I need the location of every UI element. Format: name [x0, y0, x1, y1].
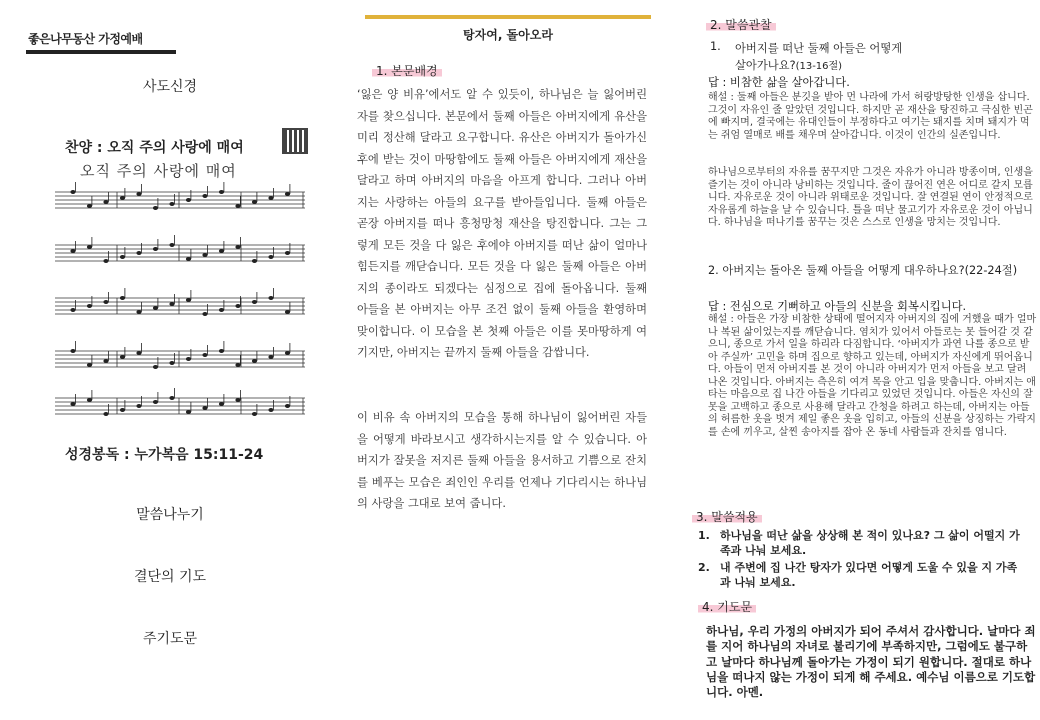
- apostles-creed: 사도신경: [142, 79, 198, 95]
- music-note: [103, 300, 108, 304]
- music-note: [268, 355, 273, 359]
- lords-prayer-heading: 주기도문: [142, 631, 198, 647]
- sheet-music: [55, 160, 305, 435]
- scripture-reading: 성경봉독 : 누가복음 15:11-24: [65, 447, 264, 463]
- music-note: [70, 402, 75, 406]
- music-note: [153, 365, 158, 369]
- music-note: [70, 349, 75, 353]
- question-2: 2. 아버지는 돌아온 둘째 아들을 어떻게 대우하나요?(22-24절): [708, 264, 1018, 277]
- music-note: [136, 404, 141, 408]
- music-note: [252, 359, 257, 363]
- music-note: [153, 306, 158, 310]
- question-1-line2: 살아가나요?(13-16절): [735, 59, 843, 72]
- music-note: [235, 245, 240, 249]
- music-note: [186, 410, 191, 414]
- answer-2: 답 : 전심으로 기뻐하고 아들의 신분을 회복시킵니다.: [708, 300, 967, 313]
- music-note: [235, 363, 240, 367]
- music-note: [87, 245, 92, 249]
- music-note: [202, 253, 207, 257]
- music-note: [120, 196, 125, 200]
- music-note: [103, 200, 108, 204]
- explanation-1: 해설 : 둘째 아들은 분깃을 받아 먼 나라에 가서 허랑방탕한 인생을 삽니다. 그것이 자유인 줄 알았던 것입니다. 하지만 곧 재산을 탕진하고 극심한 빈곤에 빠지며, 결국에는 유대인들이 부정하다고 여기는 돼지를 치며 돼지가 먹는 쥐엄 열매로 배를 채우며 살아갑니다. 이것이 인간의 실존입니다.: [708, 92, 1033, 141]
- music-note: [136, 351, 141, 355]
- music-note: [169, 243, 174, 247]
- music-note: [219, 349, 224, 353]
- music-note: [87, 204, 92, 208]
- music-note: [70, 249, 75, 253]
- music-note: [103, 359, 108, 363]
- music-note: [219, 190, 224, 194]
- section-prayer-heading: 4. 기도문: [698, 600, 756, 614]
- music-note: [252, 259, 257, 263]
- music-note: [202, 353, 207, 357]
- music-note: [153, 400, 158, 404]
- music-staff: [55, 341, 305, 369]
- explanation-2: 해설 : 아들은 가장 비참한 상태에 떨어지자 아버지의 집에 거했을 때가 얼마나 복된 삶이었는지를 깨닫습니다. 염치가 있어서 아들로는 못 들어갈 것 같으니, 종으로 가서 일을 하리라 다짐합니다. ‘아버지가 과연 나를 종으로 받아 주실까’ 고민을 하며 집으로 향하고 있는데, 아버지가 자신에게 뛰어옵니다. 아들이 먼저 아버지를 본 것이 아니라 아버지가 먼저 아들을 보고 달려 나온 것입니다. 아버지는 측은히 여겨 목을 안고 입을 맞춥니다. 아버지는 애타는 마음으로 집 나간 아들을 기다리고 있었던 것입니다. 아들은 자신의 잘못을 고백하고 종으로 사용해 달라고 간청을 하려고 하는데, 아버지는 아들의 허름한 옷을 벗겨 제일 좋은 옷을 입히고, 아들의 신분을 상징하는 가락지를 손에 끼우고, 살찐 송아지를 잡아 온 동네 사람들과 잔치를 엽니다.: [708, 314, 1037, 438]
- music-note: [169, 202, 174, 206]
- music-note: [169, 361, 174, 365]
- music-note: [70, 308, 75, 312]
- music-note: [268, 255, 273, 259]
- music-staff: [55, 235, 305, 263]
- sharing-heading: 말씀나누기: [136, 507, 204, 523]
- music-note: [136, 251, 141, 255]
- title-rule: [26, 50, 176, 54]
- music-note: [169, 302, 174, 306]
- question-1-line1: 아버지를 떠난 둘째 아들은 어떻게: [735, 42, 903, 55]
- music-note: [153, 206, 158, 210]
- music-note: [87, 363, 92, 367]
- music-note: [202, 312, 207, 316]
- music-staff: [55, 388, 305, 416]
- music-note: [120, 408, 125, 412]
- application-1: 하나님을 떠난 삶을 상상해 본 적이 있나요? 그 삶이 어떨지 가족과 나눠 보세요.: [720, 529, 1020, 557]
- qr-code-icon: [282, 128, 308, 154]
- sheet-music-title: 오직 주의 사랑에 매여: [80, 162, 237, 180]
- hymn-title: 찬양 : 오직 주의 사랑에 매여: [65, 140, 244, 156]
- music-note: [120, 296, 125, 300]
- music-note: [202, 406, 207, 410]
- music-note: [169, 396, 174, 400]
- closing-prayer: 하나님, 우리 가정의 아버지가 되어 주셔서 감사합니다. 날마다 죄를 지어 하나님의 자녀로 불리기에 부족하지만, 그럼에도 불구하고 날마다 하나님께 돌아가는 가정이 되기 원합니다. 절대로 하나님을 떠나지 않는 가정이 되게 해 주세요. 예수님 이름으로 기도합니다. 아멘.: [706, 624, 1036, 700]
- application-1-number: 1.: [698, 529, 710, 542]
- prayer-heading: 결단의 기도: [133, 569, 207, 585]
- music-note: [285, 351, 290, 355]
- music-note: [120, 255, 125, 259]
- music-staff: [55, 182, 305, 210]
- music-note: [87, 304, 92, 308]
- music-note: [235, 204, 240, 208]
- music-note: [268, 296, 273, 300]
- application-2-number: 2.: [698, 561, 710, 574]
- background-paragraph: ‘잃은 양 비유’에서도 알 수 있듯이, 하나님은 늘 잃어버린 자를 찾으십니다. 본문에서 둘째 아들은 아버지에게 유산을 미리 정산해 달라고 요구합니다. 유산은 아버지가 돌아가신 후에 받는 것이 마땅함에도 둘째 아들은 아버지에게 재산을 달라고 하며 아버지의 마음을 아프게 합니다. 그러나 아버지는 사랑하는 아들의 요구를 받아들입니다. 둘째 아들은 곧장 아버지를 떠나 흥청망청 재산을 탕진합니다. 그는 그렇게 모든 것을 다 잃은 후에야 아버지를 떠난 삶이 얼마나 힘든지를 깨닫습니다. 모든 것을 다 잃은 둘째 아들은 아버지의 종이라도 되겠다는 심정으로 집에 돌아옵니다. 둘째 아들을 본 아버지는 아무 조건 없이 둘째 아들을 환영하며 맞이합니다. 이 모습을 본 첫째 아들은 이를 못마땅하게 여기지만, 아버지는 끝까지 둘째 아들을 감쌉니다.: [357, 88, 647, 359]
- music-note: [268, 196, 273, 200]
- music-note: [252, 412, 257, 416]
- accent-rule: [365, 15, 651, 19]
- sermon-title: 탕자여, 돌아오라: [463, 28, 553, 42]
- music-note: [285, 192, 290, 196]
- section-observation-heading: 2. 말씀관찰: [706, 18, 776, 32]
- music-note: [186, 298, 191, 302]
- music-note: [186, 257, 191, 261]
- music-note: [103, 259, 108, 263]
- music-note: [285, 251, 290, 255]
- music-note: [219, 308, 224, 312]
- music-note: [285, 310, 290, 314]
- music-note: [87, 398, 92, 402]
- music-staff: [55, 288, 305, 316]
- music-note: [186, 198, 191, 202]
- music-note: [186, 357, 191, 361]
- music-note: [70, 190, 75, 194]
- music-note: [153, 247, 158, 251]
- church-title: 좋은나무동산 가정예배: [28, 32, 143, 46]
- section-background-heading: 1. 본문배경: [372, 64, 442, 78]
- music-note: [252, 200, 257, 204]
- music-note: [219, 249, 224, 253]
- music-note: [120, 355, 125, 359]
- application-2: 내 주변에 집 나간 탕자가 있다면 어떻게 도울 수 있을 지 가족과 나눠 보세요.: [720, 561, 1018, 589]
- explanation-1b: 하나님으로부터의 자유를 꿈꾸지만 그것은 자유가 아니라 방종이며, 인생을 즐기는 것이 아니라 낭비하는 것입니다. 줄이 끊어진 연은 어디로 갈지 모릅니다. 자유로운 것이 아니라 위태로운 것입니다. 잘 연결된 연이 안정적으로 자유롭게 하늘을 날 수 있습니다. 틀을 떠난 물고기가 자유로운 것이 아닙니다. 하나님을 떠나기를 꿈꾸는 것은 스스로 인생을 망치는 것입니다.: [708, 167, 1033, 228]
- music-note: [235, 304, 240, 308]
- music-note: [235, 398, 240, 402]
- music-note: [285, 404, 290, 408]
- background-paragraph-2: 이 비유 속 아버지의 모습을 통해 하나님이 잃어버린 자들을 어떻게 바라보시고 생각하시는지를 알 수 있습니다. 아버지가 잘못을 저지른 둘째 아들을 용서하고 기쁨으로 잔치를 베푸는 모습은 죄인인 우리를 언제나 기다리시는 하나님의 사랑을 그대로 보여 줍니다.: [357, 411, 647, 510]
- music-note: [136, 192, 141, 196]
- music-note: [252, 300, 257, 304]
- question-1-number: 1.: [710, 40, 721, 53]
- music-note: [103, 412, 108, 416]
- section-application-heading: 3. 말씀적용: [692, 510, 762, 524]
- music-note: [268, 408, 273, 412]
- answer-1: 답 : 비참한 삶을 살아갑니다.: [708, 76, 850, 89]
- music-note: [136, 310, 141, 314]
- music-note: [202, 194, 207, 198]
- music-note: [219, 402, 224, 406]
